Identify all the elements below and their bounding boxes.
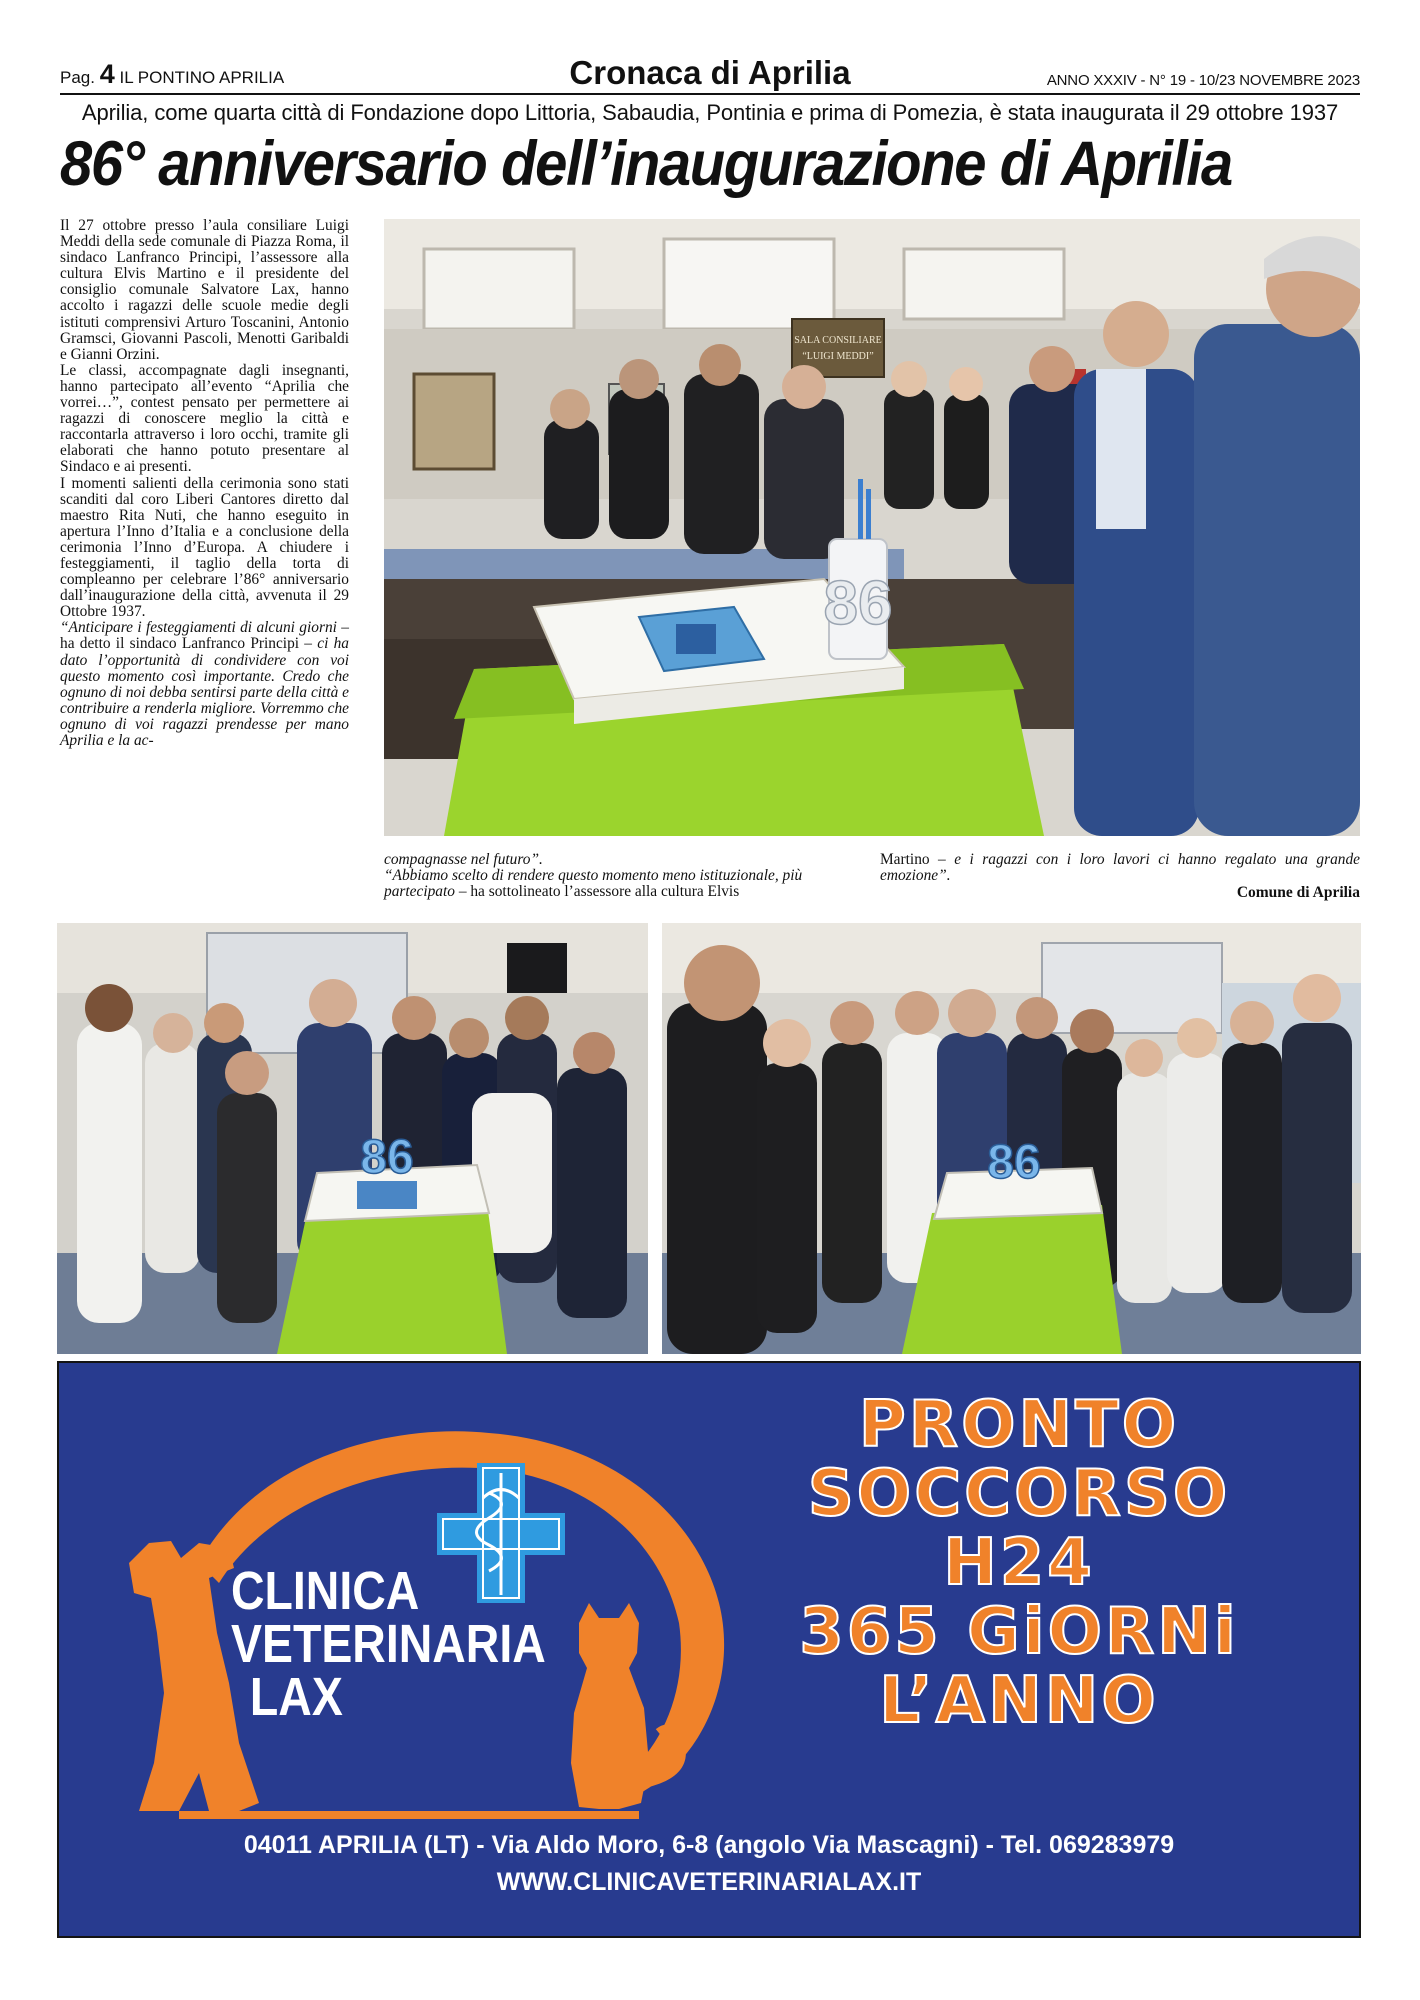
page-number: 4 (99, 59, 115, 89)
page-label: Pag. (60, 68, 95, 87)
group-photo-right (662, 923, 1361, 1354)
clinic-name (231, 1561, 546, 1727)
group-photo-left (57, 923, 648, 1354)
article-credit: Comune di Aprilia (1236, 884, 1360, 901)
article-paragraph: I momenti salienti della cerimonia sono stati scanditi dal coro Liberi Cantores diretto dal maestro Rita Nuti, che hanno eseguito in apertura l’Inno d’Italia e a conclusione della cerimonia l’Inno d’Europa. A chiudere i festeggiamenti, il taglio della torta di compleanno per celebrare l’86° anniversario dall’inaugurazione della città, avvenuta il 29 Ottobre 1937. (60, 474, 349, 621)
article-paragraph (60, 620, 349, 749)
article-column-1 (60, 218, 349, 749)
candle-number: 86 (823, 569, 893, 638)
emergency-slogan (699, 1388, 1339, 1738)
page-header (60, 54, 1360, 92)
publication-name: IL PONTINO APRILIA (119, 68, 285, 87)
main-photo-cake-cutting (384, 219, 1360, 836)
issue-info: ANNO XXXIV - N° 19 - 10/23 NOVEMBRE 2023 (1046, 72, 1360, 89)
slogan-line: PRONTO (858, 1388, 1180, 1462)
clinic-name-line: VETERINARIA (231, 1614, 546, 1674)
plaque-text-line2: “LUIGI MEDDI” (802, 351, 874, 362)
clinic-name-line: CLINICA (231, 1561, 420, 1621)
cat-silhouette-icon (571, 1603, 649, 1809)
section-title: Cronaca di Aprilia (569, 54, 851, 91)
article-paragraph: Il 27 ottobre presso l’aula consiliare Luigi Meddi della sede comunale di Piazza Roma, il sindaco Lanfranco Principi, l’assessore alla cultura Elvis Martino e il presidente del consiglio comunale Salvatore Lax, hanno accolto i ragazzi delle scuole medie degli istituti comprensivi Arturo Toscanini, Antonio Gramsci, Giovanni Pascoli, Menotti Garibaldi e Gianni Orzini. (60, 217, 349, 363)
quote-text: e i ragazzi con i loro lavori ci hanno regalato una grande emozione”. (880, 851, 1360, 885)
header-rule (60, 93, 1360, 95)
clinic-address: 04011 APRILIA (LT) - Via Aldo Moro, 6-8 (angolo Via Mascagni) - Tel. 069283979 (243, 1831, 1175, 1859)
quote-text: “Anticipare i festeggiamenti di alcuni giorni (60, 619, 337, 637)
clinic-website-link[interactable]: WWW.CLINICAVETERINARIALAX.IT (496, 1868, 922, 1896)
slogan-line: H24 (943, 1526, 1095, 1600)
quote-text: “Abbiamo scelto di rendere questo momento meno istituzionale, più partecipato (384, 867, 803, 901)
clinic-advertisement (57, 1361, 1361, 1938)
article-kicker: Aprilia, come quarta città di Fondazione dopo Littoria, Sabaudia, Pontinia e prima di Pomezia, è stata inaugurata il 29 ottobre 1937 (81, 100, 1339, 125)
attribution-text: – ha sottolineato l’assessore alla cultura Elvis (454, 883, 740, 901)
article-headline: 86° anniversario dell’inaugurazione di Aprilia (60, 129, 1232, 199)
article-column-3 (880, 852, 1360, 884)
article-column-2 (384, 852, 864, 900)
plaque-text-line1: SALA CONSILIARE (794, 335, 882, 346)
quote-text: compagnasse nel futuro”. (384, 851, 543, 868)
attribution-text: Martino – (880, 851, 955, 868)
logo-ground-line (179, 1811, 639, 1819)
candle-number: 86 (360, 1131, 414, 1184)
slogan-line: 365 GiORNi (799, 1595, 1239, 1669)
slogan-line: L’ANNO (879, 1664, 1159, 1738)
slogan-line: SOCCORSO (807, 1457, 1231, 1531)
article-line (384, 852, 864, 868)
article-line (384, 868, 864, 900)
attribution-text: – ha detto il sindaco Lanfranco Principi – (60, 619, 350, 653)
article-paragraph: Le classi, accompagnate dagli insegnanti, hanno partecipato all’evento “Aprilia che vorrei…”, contest pensato per permettere ai ragazzi di conoscere meglio la città e raccontarla attraverso i loro occhi, tramite gli elaborati che hanno potuto presentare al Sindaco e ai presenti. (60, 361, 349, 476)
clinic-name-line: LAX (249, 1667, 343, 1727)
candle-number: 86 (987, 1136, 1041, 1189)
quote-text: ci ha dato l’opportunità di condividere con voi questo momento così importante. Credo che ognuno di noi debba sentirsi parte della città e contribuire a renderla migliore. Vorremmo che ognuno di voi ragazzi prendesse per mano Aprilia e la ac- (60, 635, 349, 749)
